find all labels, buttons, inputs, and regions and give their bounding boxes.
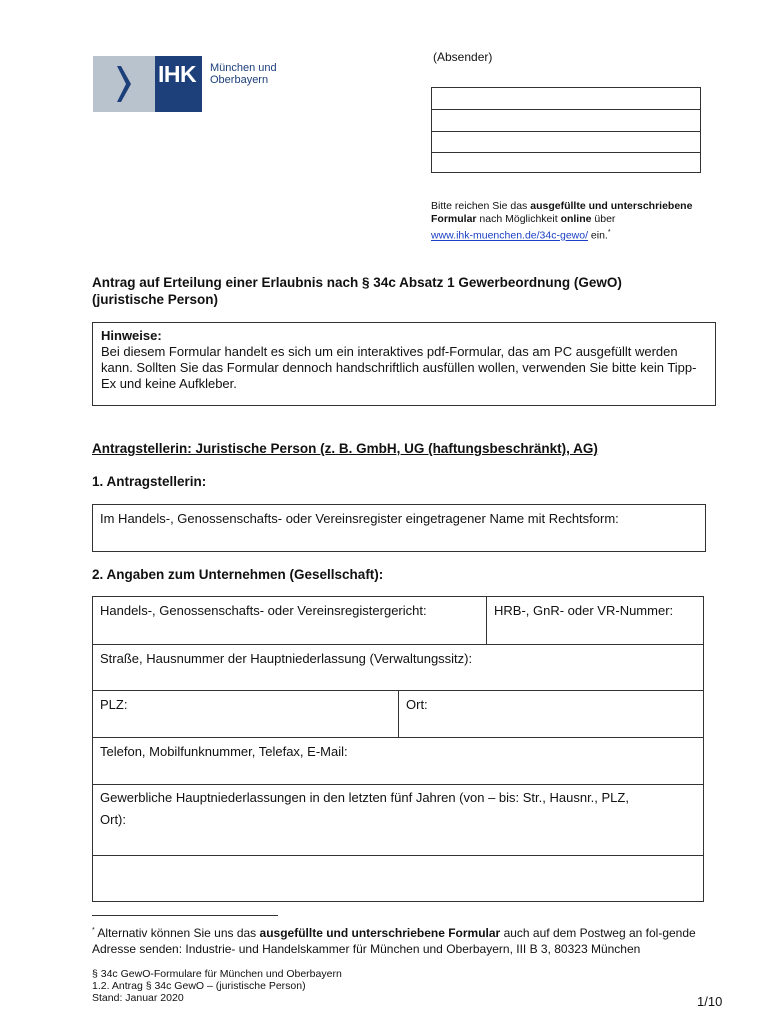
footnote-text-1: Alternativ können Sie uns das bbox=[94, 926, 260, 940]
contact-field[interactable] bbox=[92, 737, 704, 785]
footer-line3: Stand: Januar 2020 bbox=[92, 992, 184, 1004]
hint-text-1: Bitte reichen Sie das bbox=[431, 200, 531, 212]
hint-text-4: ein. bbox=[588, 229, 608, 242]
registered-name-label: Im Handels-, Genossenschafts- oder Vereinsregister eingetragener Name mit Rechtsform: bbox=[100, 511, 619, 526]
sender-label: (Absender) bbox=[433, 50, 493, 64]
register-number-label: HRB-, GnR- oder VR-Nummer: bbox=[494, 603, 674, 618]
street-label: Straße, Hausnummer der Hauptniederlassung (Verwaltungssitz): bbox=[100, 651, 473, 666]
hint-text-3: über bbox=[591, 213, 616, 225]
notes-box bbox=[92, 322, 716, 406]
notes-heading: Hinweise: bbox=[101, 328, 162, 343]
sender-line-2 bbox=[432, 131, 700, 132]
sender-line-3 bbox=[432, 152, 700, 153]
city-label: Ort: bbox=[406, 697, 428, 712]
register-court-label: Handels-, Genossenschafts- oder Vereinsregistergericht: bbox=[100, 603, 427, 618]
register-court-field[interactable] bbox=[92, 596, 487, 645]
section1-heading: 1. Antragstellerin: bbox=[92, 474, 207, 489]
page-number: 1/10 bbox=[697, 994, 723, 1009]
history-entry-field[interactable] bbox=[92, 855, 704, 902]
street-field[interactable] bbox=[92, 644, 704, 691]
online-submission-hint bbox=[431, 200, 731, 243]
hint-bold-2: online bbox=[560, 213, 592, 225]
page-title bbox=[92, 274, 712, 308]
logo-subtitle bbox=[210, 62, 277, 86]
history-field[interactable] bbox=[92, 784, 704, 856]
hint-footnote-mark: * bbox=[607, 229, 611, 236]
ihk-logo bbox=[93, 56, 293, 112]
history-label-line2: Ort): bbox=[100, 812, 126, 827]
city-field[interactable] bbox=[398, 690, 704, 738]
page-footer bbox=[92, 968, 342, 1004]
registered-name-field[interactable] bbox=[92, 504, 706, 552]
notes-body: Bei diesem Formular handelt es sich um ein interaktives pdf-Formular, das am PC ausgefüllt werden kann. Sollten Sie das Formular dennoch handschriftlich ausfüllen wollen, verwenden Sie bitte kein Tipp-Ex und keine Aufkleber. bbox=[101, 344, 697, 391]
hint-bold-1: ausgefüllte und unterschriebene Formular bbox=[431, 200, 693, 225]
sender-line-1 bbox=[432, 109, 700, 110]
zip-label: PLZ: bbox=[100, 697, 128, 712]
footnote-divider bbox=[92, 915, 278, 916]
contact-label: Telefon, Mobilfunknummer, Telefax, E-Mail: bbox=[100, 744, 348, 759]
footnote-text-2: auch auf dem Postweg an fol-gende Adresse senden: Industrie- und Handelskammer für München und Oberbayern, III B 3, 80323 München bbox=[92, 926, 696, 956]
footnote-mark: * bbox=[92, 927, 95, 934]
hint-text-2: nach Möglichkeit bbox=[476, 213, 561, 225]
zip-field[interactable] bbox=[92, 690, 399, 738]
footer-line1: § 34c GewO-Formulare für München und Oberbayern bbox=[92, 968, 342, 980]
sender-address-box[interactable] bbox=[431, 87, 701, 173]
register-number-field[interactable] bbox=[486, 596, 704, 645]
history-label-line1: Gewerbliche Hauptniederlassungen in den letzten fünf Jahren (von – bis: Str., Hausnr., PLZ, bbox=[100, 790, 629, 805]
title-line2: (juristische Person) bbox=[92, 292, 219, 307]
logo-chevron-icon bbox=[93, 56, 155, 112]
logo-subtitle-line2: Oberbayern bbox=[210, 74, 269, 86]
logo-brand: IHK bbox=[158, 61, 197, 87]
logo-subtitle-line1: München und bbox=[210, 62, 277, 74]
footnote-bold: ausgefüllte und unterschriebene Formular bbox=[259, 926, 501, 940]
title-line1: Antrag auf Erteilung einer Erlaubnis nach § 34c Absatz 1 Gewerbeordnung (GewO) bbox=[92, 275, 622, 290]
ihk-link[interactable]: www.ihk-muenchen.de/34c-gewo/ bbox=[431, 229, 588, 242]
section2-heading: 2. Angaben zum Unternehmen (Gesellschaft): bbox=[92, 567, 384, 582]
applicant-section-heading: Antragstellerin: Juristische Person (z. B. GmbH, UG (haftungsbeschränkt), AG) bbox=[92, 441, 598, 456]
footer-line2: 1.2. Antrag § 34c GewO – (juristische Person) bbox=[92, 980, 306, 992]
footnote bbox=[92, 923, 732, 957]
